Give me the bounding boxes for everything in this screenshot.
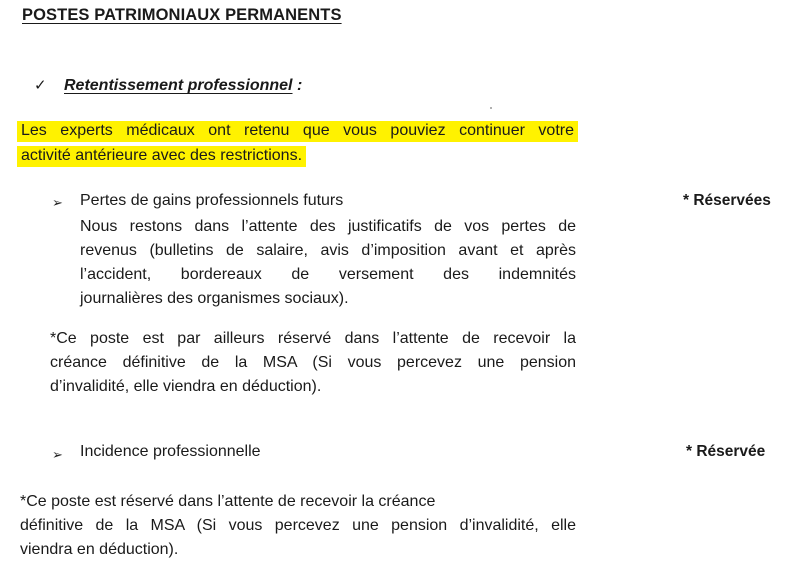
item-note-incidence [20,490,576,562]
note-line: d’invalidité, elle viendra en déduction). [50,378,322,395]
body-line: journalières des organismes sociaux). [80,290,349,307]
subsection-title: Retentissement professionnel [64,77,293,94]
status-badge-reservee: * Réservée [686,443,766,460]
highlighted-line-1: Les experts médicaux ont retenu que vous pouviez continuer votre [17,121,578,142]
status-badge-reservees: * Réservées [683,192,771,209]
item-title-incidence: Incidence professionnelle [80,443,261,460]
arrow-bullet-icon: ➢ [52,447,63,462]
body-line: revenus (bulletins de salaire, avis d’imposition avant et après [80,242,576,259]
checkmark-icon: ✓ [34,77,47,94]
subsection-colon: : [292,77,303,94]
body-line: l’accident, bordereaux de versement des indemnités [80,266,576,283]
note-line: créance définitive de la MSA (Si vous percevez une pension [50,354,576,371]
body-line: Nous restons dans l’attente des justificatifs de vos pertes de [80,218,576,235]
subsection-heading [64,77,302,95]
section-title: POSTES PATRIMONIAUX PERMANENTS [22,6,342,24]
note-line: définitive de la MSA (Si vous percevez une pension d’invalidité, elle [20,517,576,534]
highlighted-line-2: activité antérieure avec des restrictions. [17,146,306,167]
note-line: viendra en déduction). [20,541,179,558]
scan-speck [490,107,492,109]
item-title-pertes-gains: Pertes de gains professionnels futurs [80,192,344,209]
item-body-pertes-gains [80,215,576,311]
item-note-pertes-gains [50,327,576,399]
arrow-bullet-icon: ➢ [52,195,63,210]
note-line: *Ce poste est réservé dans l’attente de recevoir la créance [20,493,436,510]
note-line: *Ce poste est par ailleurs réservé dans l’attente de recevoir la [50,330,576,347]
